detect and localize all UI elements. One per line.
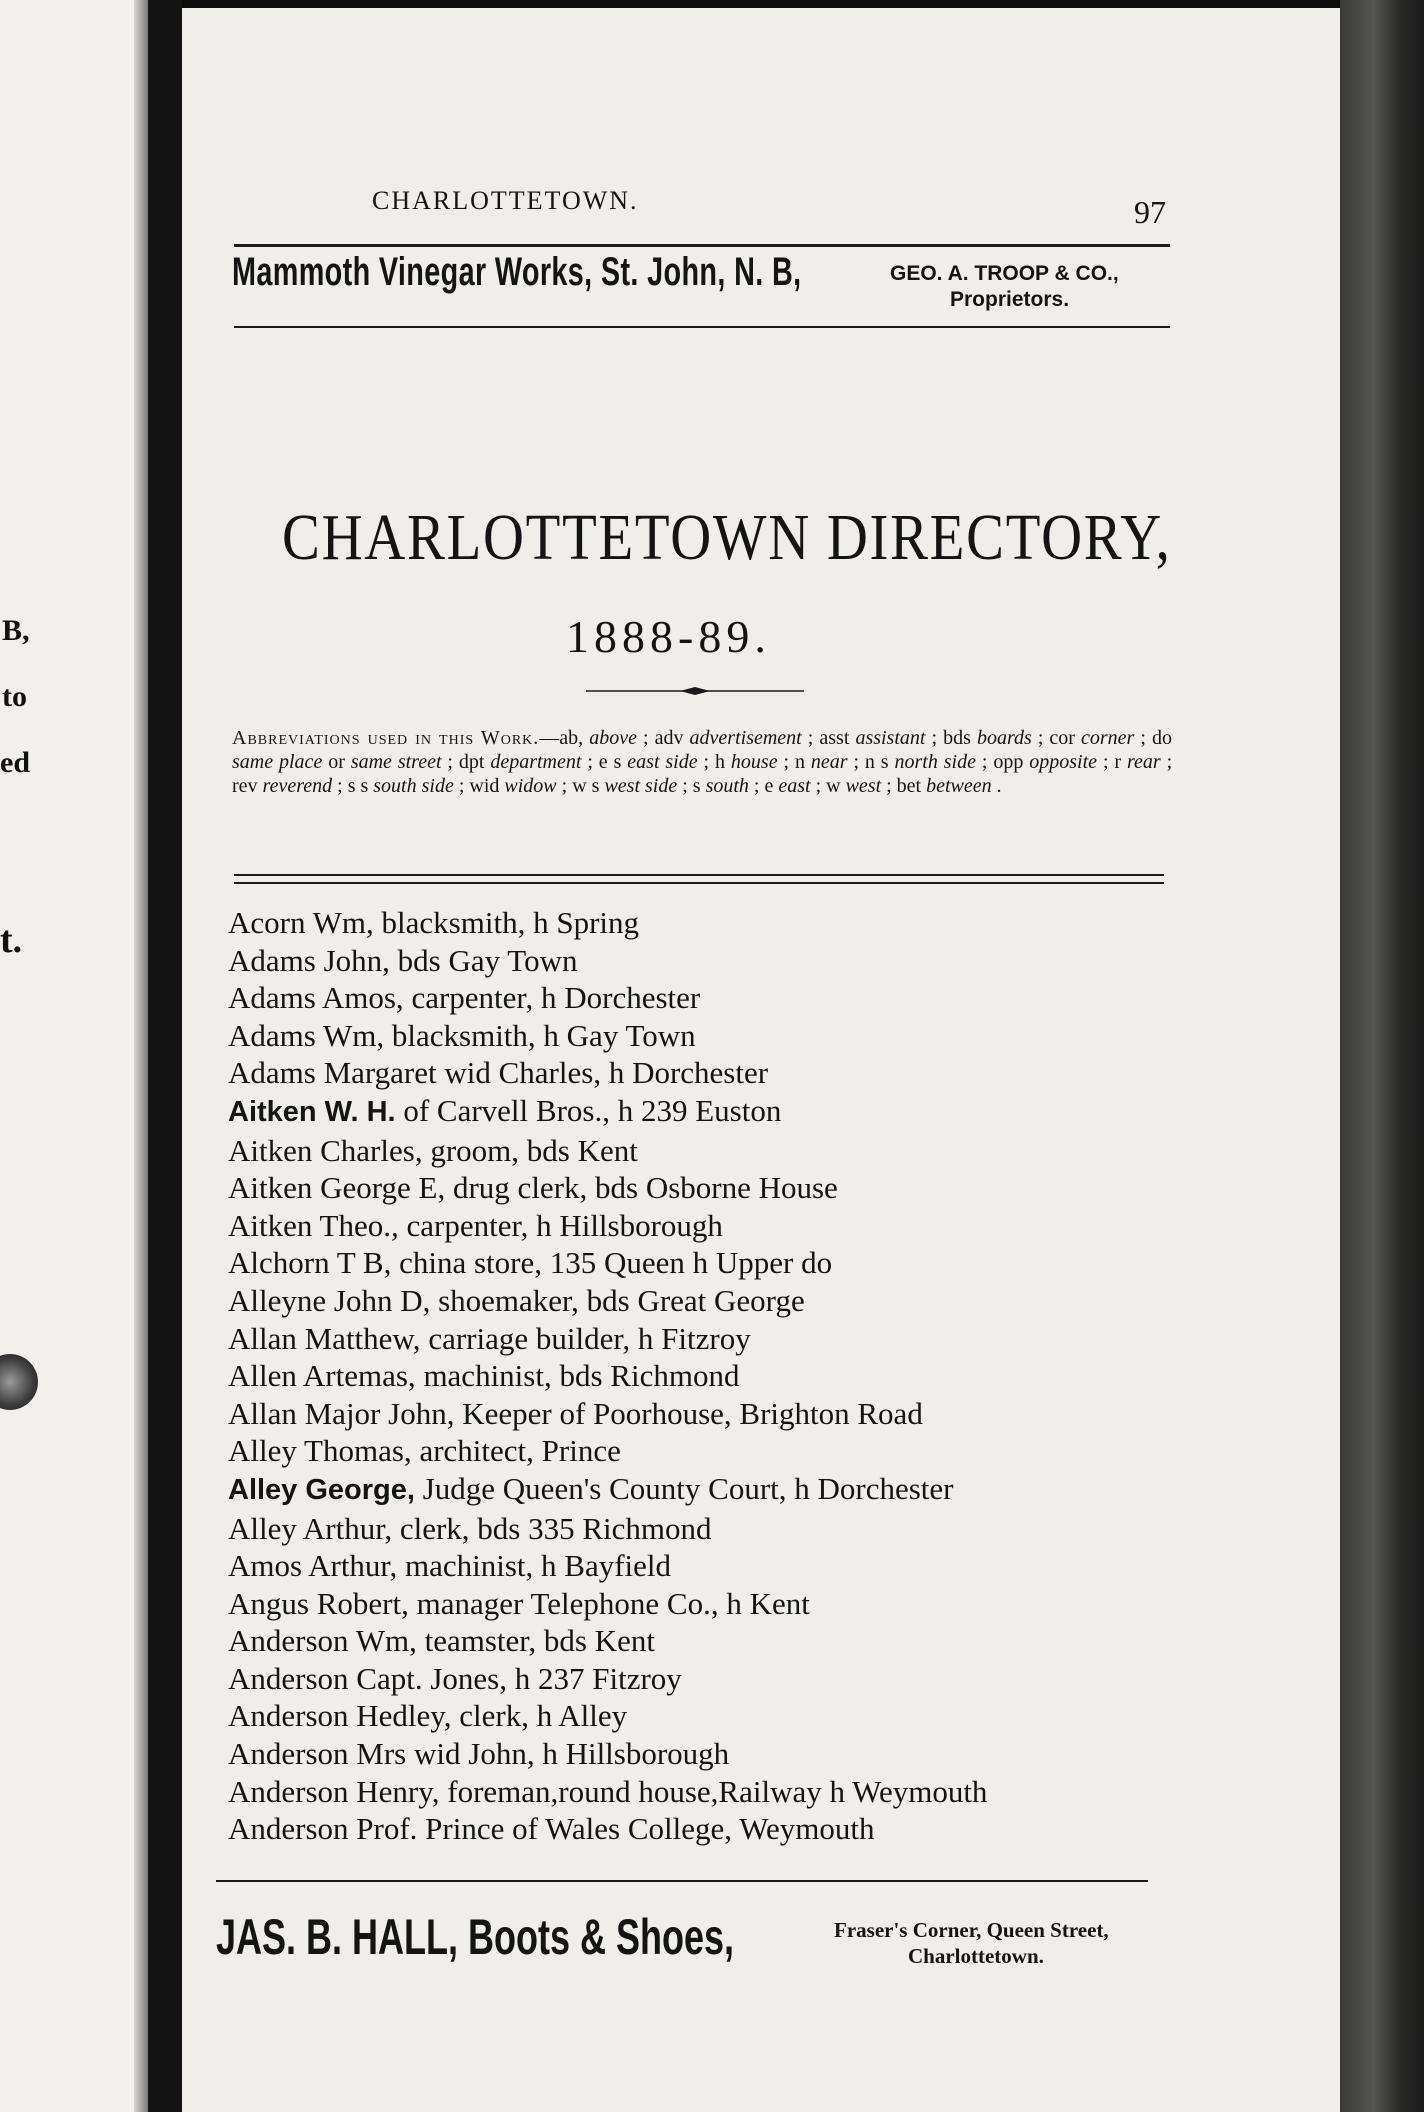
directory-entry	[228, 1395, 1188, 1433]
abbreviation-code: ; e	[753, 775, 774, 797]
gutter-shadow	[148, 0, 182, 2112]
entry-details: architect, Prince	[419, 1433, 621, 1469]
entry-details: carriage builder, h Fitzroy	[428, 1320, 751, 1356]
entry-details: clerk, bds 335 Richmond	[399, 1510, 712, 1546]
entry-details: blacksmith, h Gay Town	[391, 1017, 696, 1053]
abbreviations-lead: Abbreviations used in this Work.	[232, 727, 540, 749]
abbreviation-code: ; w	[815, 775, 841, 797]
abbreviation-code: ; w s	[561, 775, 600, 797]
directory-entry	[228, 1357, 1188, 1395]
ad-bottom-address: Fraser's Corner, Queen Street,	[834, 1918, 1109, 1942]
entry-details: china store, 135 Queen h Upper do	[399, 1245, 833, 1281]
ad-bottom-city: Charlottetown.	[908, 1944, 1044, 1968]
abbreviation-meaning: south	[705, 775, 749, 797]
directory-year: 1888-89.	[566, 611, 771, 662]
entry-name: Aitken W. H.	[228, 1095, 396, 1128]
entry-name: Anderson Wm,	[228, 1623, 417, 1659]
abbreviation-meaning: department	[490, 751, 582, 773]
abbreviation-meaning: above	[589, 727, 637, 749]
abbreviation-code: —ab,	[539, 727, 584, 749]
page-edge	[134, 0, 148, 2112]
ornament-divider	[586, 686, 804, 696]
entry-name: Allen Artemas,	[228, 1358, 416, 1394]
margin-fragment: t.	[0, 919, 23, 961]
directory-entry	[228, 1282, 1188, 1320]
entry-details: Prince of Wales College, Weymouth	[425, 1811, 875, 1847]
abbreviations-end: .	[996, 775, 1002, 797]
abbreviation-meaning: east side	[627, 751, 698, 773]
abbreviation-meaning: house	[730, 751, 778, 773]
abbreviation-code: ; do	[1140, 727, 1172, 749]
abbreviation-meaning: north side	[894, 751, 976, 773]
page-title: CHARLOTTETOWN DIRECTORY,	[282, 501, 1172, 574]
entry-name: Adams John,	[228, 942, 390, 978]
abbreviation-meaning: widow	[504, 775, 557, 797]
abbreviation-code: ; n	[783, 751, 805, 773]
abbreviation-meaning: opposite	[1029, 751, 1098, 773]
directory-entry	[228, 1510, 1188, 1548]
entry-details: foreman,round house,Railway h Weymouth	[447, 1773, 988, 1809]
abbreviation-code: ; s s	[337, 775, 369, 797]
abbreviation-code: ; r	[1102, 751, 1122, 773]
margin-fragment: ed	[0, 746, 30, 779]
entry-details: manager Telephone Co., h Kent	[416, 1585, 810, 1621]
directory-entry	[228, 1773, 1188, 1811]
abbreviation-meaning: east	[778, 775, 811, 797]
abbreviation-code: ; wid	[458, 775, 500, 797]
abbreviation-meaning: reverend	[262, 775, 333, 797]
directory-entry	[228, 1622, 1188, 1660]
abbreviation-code: ; asst	[807, 727, 850, 749]
entry-details: machinist, h Bayfield	[405, 1548, 672, 1584]
entry-name: Amos Arthur,	[228, 1548, 398, 1584]
entry-name: Adams Margaret	[228, 1055, 437, 1091]
margin-fragment: to	[2, 680, 27, 713]
entry-details: blacksmith, h Spring	[381, 905, 640, 940]
abbreviation-meaning: rear	[1126, 751, 1161, 773]
abbreviation-meaning: same place	[232, 751, 323, 773]
entry-name: Angus Robert,	[228, 1585, 409, 1621]
entry-name: Alchorn T B,	[228, 1245, 392, 1281]
entry-details: Judge Queen's County Court, h Dorchester	[422, 1470, 954, 1506]
directory-entry	[228, 1660, 1188, 1698]
abbreviation-code: ; dpt	[447, 751, 485, 773]
abbreviation-meaning: south side	[373, 775, 454, 797]
directory-entry	[228, 1207, 1188, 1245]
directory-entry	[228, 942, 1188, 980]
ad-top-proprietors: Proprietors.	[950, 288, 1070, 311]
entry-name: Anderson Hedley,	[228, 1698, 452, 1734]
directory-entry	[228, 1132, 1188, 1170]
abbreviation-meaning: west side	[604, 775, 678, 797]
abbreviation-code: ; adv	[643, 727, 684, 749]
abbreviation-code: ; cor	[1037, 727, 1075, 749]
directory-entry	[228, 1697, 1188, 1735]
abbreviations-paragraph	[232, 726, 1172, 798]
abbreviation-meaning: boards	[976, 727, 1032, 749]
entry-details: drug clerk, bds Osborne House	[452, 1170, 838, 1206]
abbreviation-meaning: advertisement	[689, 727, 802, 749]
entry-details: clerk, h Alley	[459, 1698, 628, 1734]
abbreviation-code: ; n s	[853, 751, 889, 773]
running-head: CHARLOTTETOWN.	[372, 186, 639, 215]
directory-entry	[228, 904, 1188, 942]
abbreviation-code: ; rev	[232, 751, 1173, 797]
entry-details: of Carvell Bros., h 239 Euston	[403, 1092, 782, 1128]
entry-details: Keeper of Poorhouse, Brighton Road	[462, 1395, 923, 1431]
directory-entry	[228, 1547, 1188, 1585]
stamp-icon	[0, 1354, 38, 1410]
book-binding	[1340, 0, 1424, 2112]
entry-name: Aitken Charles,	[228, 1132, 423, 1168]
abbreviation-code: ; e s	[587, 751, 622, 773]
margin-fragment: B,	[2, 614, 30, 647]
abbreviation-meaning: near	[810, 751, 848, 773]
entry-name: Allan Matthew,	[228, 1320, 421, 1356]
entry-details: teamster, bds Kent	[424, 1623, 655, 1659]
directory-entry	[228, 1320, 1188, 1358]
ad-top-name: Mammoth Vinegar Works, St. John, N. B,	[232, 250, 802, 294]
directory-entry	[228, 1810, 1188, 1848]
abbreviation-code: or	[328, 751, 345, 773]
abbreviation-code: ; bet	[886, 775, 922, 797]
entry-name: Alley Thomas,	[228, 1433, 412, 1469]
entry-details: carpenter, h Dorchester	[411, 980, 701, 1016]
entry-details: wid Charles, h Dorchester	[444, 1055, 769, 1091]
directory-entry	[228, 1585, 1188, 1623]
directory-entry	[228, 1432, 1188, 1470]
entry-name: Alley Arthur,	[228, 1510, 393, 1546]
abbreviation-meaning: west	[845, 775, 882, 797]
entry-name: Anderson Mrs	[228, 1736, 407, 1772]
entry-name: Anderson Prof.	[228, 1811, 418, 1847]
facing-page	[0, 0, 148, 2112]
entry-name: Anderson Capt. Jones,	[228, 1660, 507, 1696]
ad-bottom-name: JAS. B. HALL, Boots & Shoes,	[216, 1909, 735, 1965]
abbreviation-meaning: between	[926, 775, 992, 797]
directory-entry	[228, 979, 1188, 1017]
entry-name: Acorn Wm,	[228, 905, 374, 940]
entry-name: Alleyne John D,	[228, 1282, 431, 1318]
entry-details: carpenter, h Hillsborough	[406, 1207, 723, 1243]
entry-name: Aitken George E,	[228, 1170, 446, 1206]
entry-details: groom, bds Kent	[430, 1132, 638, 1168]
directory-entry	[228, 1244, 1188, 1282]
abbreviation-code: ; s	[682, 775, 701, 797]
entry-details: bds Gay Town	[397, 942, 578, 978]
directory-entry	[228, 1054, 1188, 1092]
abbreviation-code: ; h	[703, 751, 725, 773]
entry-details: h 237 Fitzroy	[514, 1660, 682, 1696]
directory-entry	[228, 1169, 1188, 1207]
ad-top-rule	[234, 326, 1170, 328]
directory-entries	[228, 904, 1188, 1848]
entry-name: Allan Major John,	[228, 1395, 455, 1431]
directory-entry	[228, 1735, 1188, 1773]
ad-top-company: GEO. A. TROOP & CO.,	[890, 262, 1119, 285]
entry-name: Alley George,	[228, 1473, 415, 1506]
abbrev-rule-top	[234, 874, 1164, 876]
header-rule	[234, 244, 1170, 247]
ad-bottom-rule	[216, 1880, 1148, 1882]
page-number: 97	[1134, 194, 1166, 230]
entry-name: Adams Amos,	[228, 980, 404, 1016]
abbrev-rule-bottom	[234, 882, 1164, 884]
abbreviation-meaning: assistant	[855, 727, 926, 749]
directory-entry	[228, 1470, 1188, 1510]
abbreviation-code: ; bds	[931, 727, 971, 749]
entry-details: wid John, h Hillsborough	[414, 1736, 730, 1772]
entry-name: Aitken Theo.,	[228, 1207, 399, 1243]
entry-details: machinist, bds Richmond	[423, 1358, 740, 1394]
abbreviation-meaning: corner	[1081, 727, 1135, 749]
entry-name: Anderson Henry,	[228, 1773, 440, 1809]
abbreviation-code: ; opp	[981, 751, 1024, 773]
entry-name: Adams Wm,	[228, 1017, 385, 1053]
entry-details: shoemaker, bds Great George	[438, 1282, 805, 1318]
directory-entry	[228, 1092, 1188, 1132]
abbreviation-meaning: same street	[350, 751, 442, 773]
directory-entry	[228, 1017, 1188, 1055]
